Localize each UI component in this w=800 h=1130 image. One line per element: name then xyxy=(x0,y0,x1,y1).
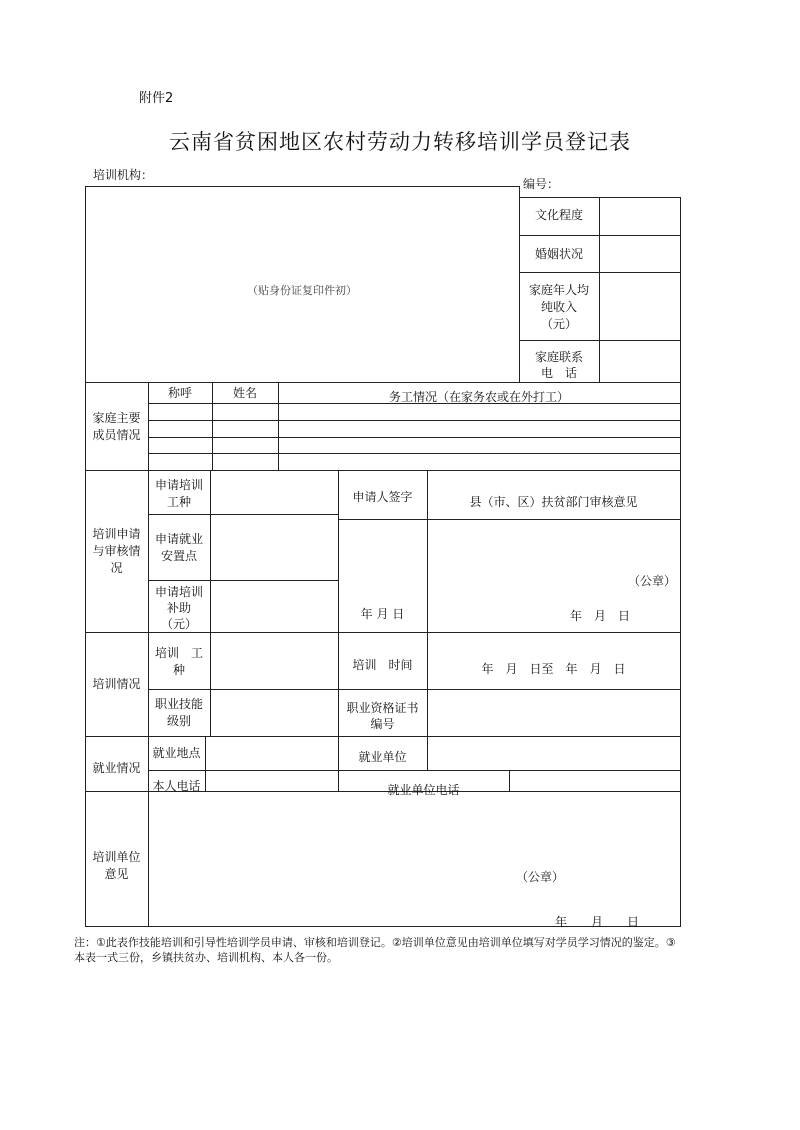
training-time-label: 培训 时间 xyxy=(352,658,413,672)
training-org-label: 培训机构： xyxy=(93,168,154,182)
training-trade-label-line2: 种 xyxy=(172,663,185,677)
training-unit-seal: （公章） xyxy=(516,870,565,884)
training-unit-date: 年 月 日 xyxy=(555,915,640,929)
apply-trade-label-line1: 申请培训 xyxy=(154,478,203,492)
id-photo-placeholder: （贴身份证复印件初） xyxy=(247,284,357,297)
training-unit-opinion-label-line2: 意见 xyxy=(104,867,129,881)
apply-trade-label-line2: 工种 xyxy=(166,495,191,509)
family-label-line1: 家庭主要 xyxy=(92,411,141,425)
family-phone-label-line1: 家庭联系 xyxy=(534,350,583,364)
employment-unit-label: 就业单位 xyxy=(358,750,407,764)
apply-subsidy-label-line1: 申请培训 xyxy=(154,585,203,599)
income-label-line3: （元） xyxy=(540,317,577,331)
cert-number-label-line1: 职业资格证书 xyxy=(346,701,419,715)
family-phone-label-line2: 电 话 xyxy=(540,366,577,380)
income-label-line1: 家庭年人均 xyxy=(528,283,589,297)
training-trade-label-line1: 培训 工 xyxy=(154,646,203,660)
attachment-label: 附件2 xyxy=(139,91,174,106)
application-label-line2: 与审核情 xyxy=(92,544,141,558)
training-time-value: 年 月 日至 年 月 日 xyxy=(481,662,626,676)
form-number-label: 编号： xyxy=(523,177,560,191)
applicant-signature-label: 申请人签字 xyxy=(352,490,413,504)
apply-place-label-line1: 申请就业 xyxy=(154,532,203,546)
marriage-label: 婚姻状况 xyxy=(534,247,583,261)
application-label-line1: 培训申请 xyxy=(92,527,141,541)
employment-label: 就业情况 xyxy=(92,761,141,775)
training-label: 培训情况 xyxy=(92,677,141,691)
apply-subsidy-label-line2: 补助 xyxy=(166,601,191,615)
income-label-line2: 纯收入 xyxy=(540,300,577,314)
apply-subsidy-label-line3: （元） xyxy=(160,617,197,631)
county-audit-seal: （公章） xyxy=(628,574,677,588)
family-label-line2: 成员情况 xyxy=(92,428,141,442)
employment-place-label: 就业地点 xyxy=(152,746,201,760)
form-footnote: 注：①此表作技能培训和引导性培训学员申请、审核和培训登记。②培训单位意见由培训单位填写对学员学习情况的鉴定。③本表一式三份，乡镇扶贫办、培训机构、本人各一份。 xyxy=(74,936,676,964)
cert-number-label-line2: 编号 xyxy=(370,717,395,731)
col-relation-header: 称呼 xyxy=(167,386,192,400)
applicant-signature-date: 年 月 日 xyxy=(360,607,405,621)
education-label: 文化程度 xyxy=(534,208,583,222)
skill-level-label-line1: 职业技能 xyxy=(154,697,203,711)
col-work-header: 务工情况（在家务农或在外打工） xyxy=(388,390,569,404)
personal-phone-label: 本人电话 xyxy=(152,779,201,793)
form-title: 云南省贫困地区农村劳动力转移培训学员登记表 xyxy=(169,130,631,154)
county-audit-date: 年 月 日 xyxy=(570,609,631,623)
application-label-line3: 况 xyxy=(110,561,123,575)
skill-level-label-line2: 级别 xyxy=(166,714,191,728)
col-name-header: 姓名 xyxy=(232,386,257,400)
apply-place-label-line2: 安置点 xyxy=(160,549,197,563)
training-unit-opinion-label-line1: 培训单位 xyxy=(92,850,141,864)
county-audit-label: 县（市、区）扶贫部门审核意见 xyxy=(469,495,638,509)
employer-phone-label: 就业单位电话 xyxy=(387,783,460,797)
